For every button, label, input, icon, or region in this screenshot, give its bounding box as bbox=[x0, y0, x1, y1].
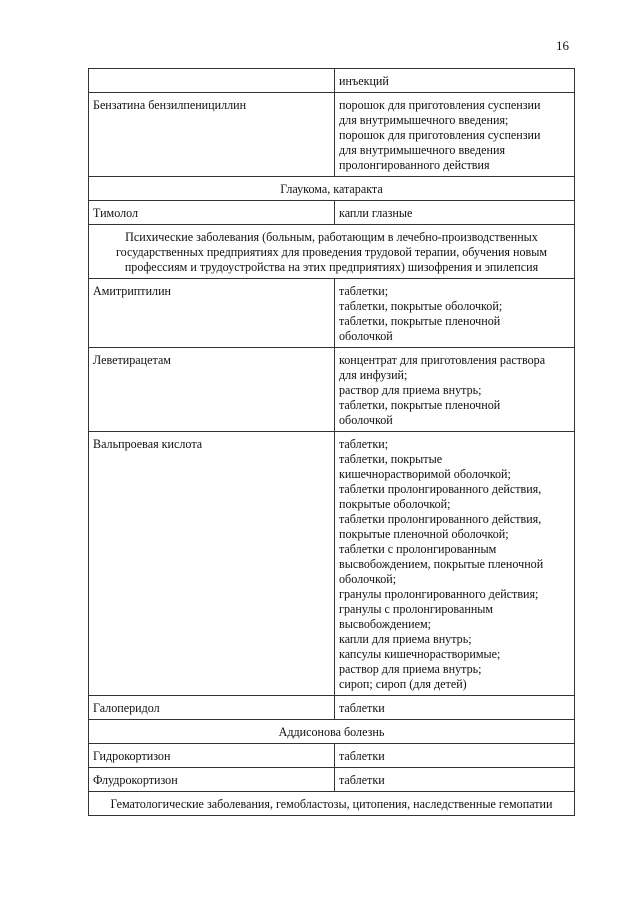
table-body bbox=[89, 69, 575, 816]
dosage-form-cell: концентрат для приготовления раствора для инфузий; раствор для приема внутрь; таблетки, покрытые пленочной оболочкой bbox=[335, 348, 575, 432]
section-header-row bbox=[89, 792, 575, 816]
section-title: Глаукома, катаракта bbox=[89, 177, 575, 201]
table-row bbox=[89, 696, 575, 720]
drug-name-cell: Бензатина бензилпенициллин bbox=[89, 93, 335, 177]
drug-name-cell: Гидрокортизон bbox=[89, 744, 335, 768]
table-row bbox=[89, 93, 575, 177]
table-row bbox=[89, 768, 575, 792]
drug-name-cell: Амитриптилин bbox=[89, 279, 335, 348]
dosage-form-cell: таблетки bbox=[335, 744, 575, 768]
section-title: Гематологические заболевания, гемобластозы, цитопения, наследственные гемопатии bbox=[89, 792, 575, 816]
drug-table bbox=[88, 68, 575, 816]
table-row bbox=[89, 348, 575, 432]
dosage-form-cell: инъекций bbox=[335, 69, 575, 93]
dosage-form-cell: таблетки bbox=[335, 696, 575, 720]
drug-name-cell bbox=[89, 69, 335, 93]
dosage-form-cell: таблетки; таблетки, покрытые оболочкой; таблетки, покрытые пленочной оболочкой bbox=[335, 279, 575, 348]
drug-name-cell: Вальпроевая кислота bbox=[89, 432, 335, 696]
section-title: Аддисонова болезнь bbox=[89, 720, 575, 744]
page-number: 16 bbox=[556, 38, 569, 53]
table-row bbox=[89, 69, 575, 93]
section-title: Психические заболевания (больным, работающим в лечебно-производственных государственных предприятиях для проведения трудовой терапии, обучения новым профессиям и трудоустройства на этих предприятиях) шизофрения и эпилепсия bbox=[89, 225, 575, 279]
drug-name-cell: Леветирацетам bbox=[89, 348, 335, 432]
table-row bbox=[89, 279, 575, 348]
drug-name-cell: Галоперидол bbox=[89, 696, 335, 720]
table-row bbox=[89, 201, 575, 225]
dosage-form-cell: таблетки; таблетки, покрытые кишечнорастворимой оболочкой; таблетки пролонгированного действия, покрытые оболочкой; таблетки пролонгированного действия, покрытые пленочной оболочкой; таблетки с пролонгированным высвобождением, покрытые пленочной оболочкой; гранулы пролонгированного действия; гранулы с пролонгированным высвобождением; капли для приема внутрь; капсулы кишечнорастворимые; раствор для приема внутрь; сироп; сироп (для детей) bbox=[335, 432, 575, 696]
table-row bbox=[89, 744, 575, 768]
section-header-row bbox=[89, 225, 575, 279]
section-header-row bbox=[89, 720, 575, 744]
section-header-row bbox=[89, 177, 575, 201]
drug-name-cell: Тимолол bbox=[89, 201, 335, 225]
table-row bbox=[89, 432, 575, 696]
dosage-form-cell: таблетки bbox=[335, 768, 575, 792]
drug-name-cell: Флудрокортизон bbox=[89, 768, 335, 792]
dosage-form-cell: порошок для приготовления суспензии для внутримышечного введения; порошок для приготовления суспензии для внутримышечного введения пролонгированного действия bbox=[335, 93, 575, 177]
dosage-form-cell: капли глазные bbox=[335, 201, 575, 225]
